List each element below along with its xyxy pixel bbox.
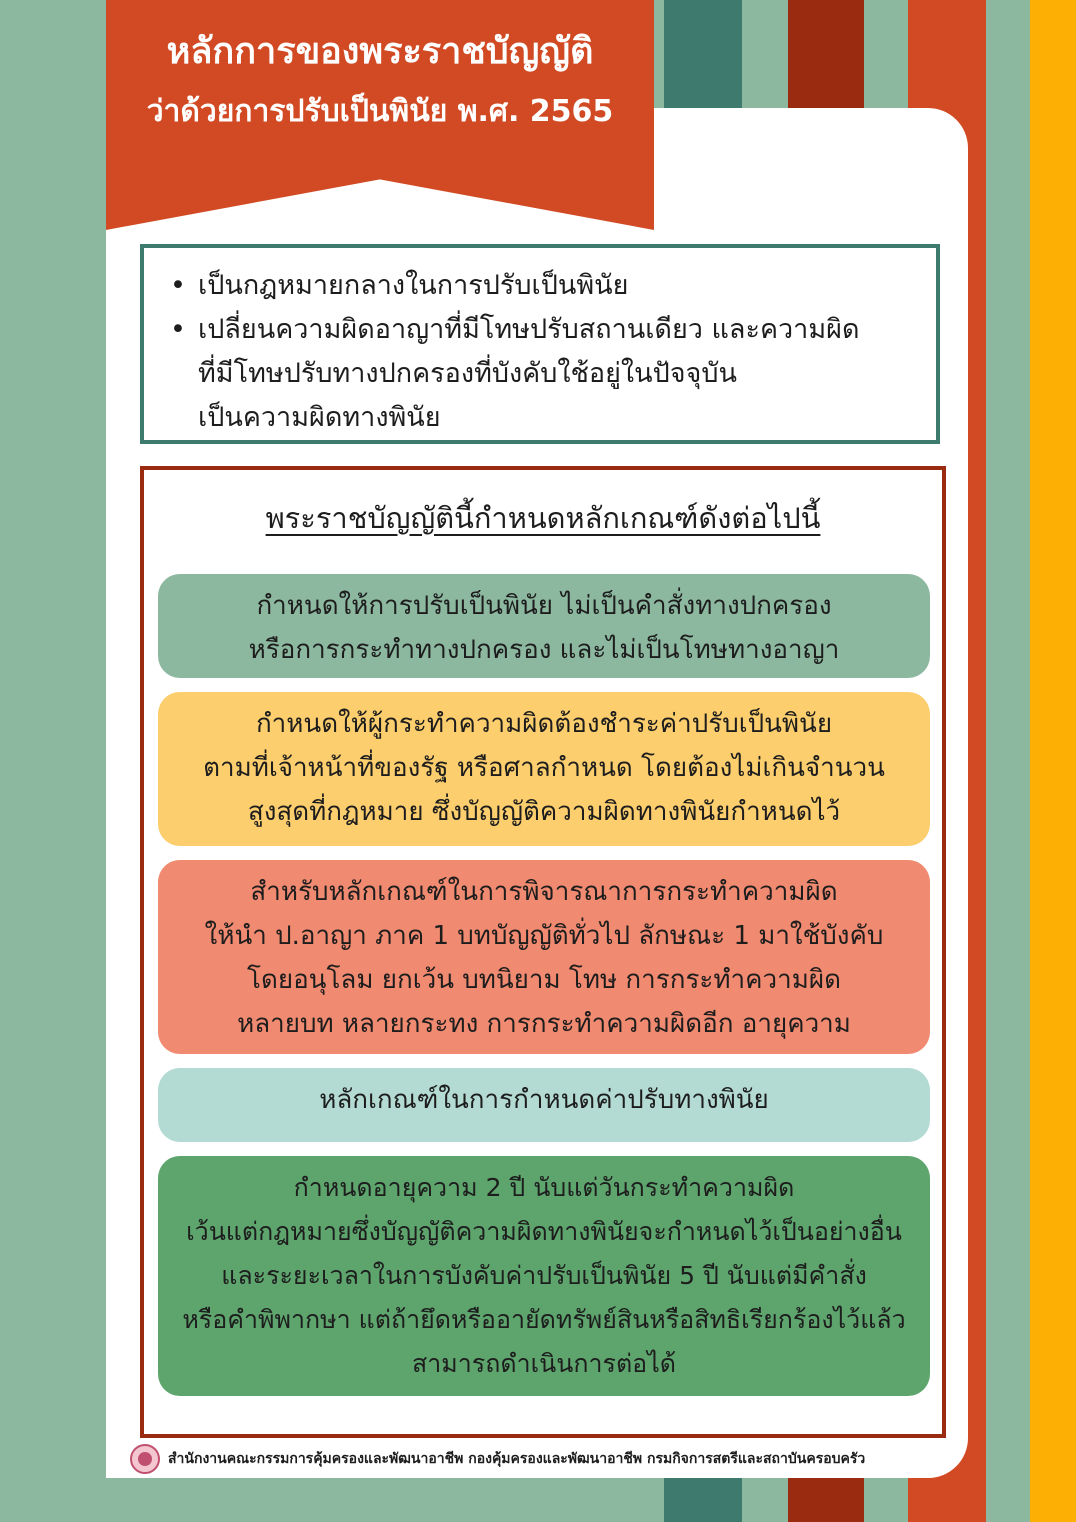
agency-logo-icon bbox=[130, 1444, 160, 1474]
principle-line: เว้นแต่กฎหมายซึ่งบัญญัติความผิดทางพินัยจะกำหนดไว้เป็นอย่างอื่น bbox=[186, 1217, 902, 1246]
principle-line: หรือการกระทำทางปกครอง และไม่เป็นโทษทางอาญา bbox=[248, 635, 840, 665]
principle-card-4 bbox=[158, 1068, 930, 1142]
bullet-icon: • bbox=[170, 314, 186, 345]
summary-box bbox=[140, 244, 940, 444]
footer bbox=[130, 1442, 960, 1476]
principle-line: โดยอนุโลม ยกเว้น บทนิยาม โทษ การกระทำความผิด bbox=[246, 965, 841, 995]
summary-list bbox=[166, 264, 916, 440]
principle-card-1 bbox=[158, 574, 930, 678]
stripe-yellow bbox=[1030, 0, 1076, 1522]
principle-line: ตามที่เจ้าหน้าที่ของรัฐ หรือศาลกำหนด โดยต้องไม่เกินจำนวน bbox=[203, 753, 885, 783]
principle-line: กำหนดให้ผู้กระทำความผิดต้องชำระค่าปรับเป็นพินัย bbox=[255, 709, 833, 739]
footer-text: สำนักงานคณะกรรมการคุ้มครองและพัฒนาอาชีพ กองคุ้มครองและพัฒนาอาชีพ กรมกิจการสตรีและสถาบันครอบครัว bbox=[168, 1451, 866, 1467]
summary-line: เป็นกฎหมายกลางในการปรับเป็นพินัย bbox=[198, 270, 629, 301]
principle-line: หลักเกณฑ์ในการกำหนดค่าปรับทางพินัย bbox=[319, 1085, 769, 1115]
summary-item bbox=[166, 308, 916, 440]
principles-heading: พระราชบัญญัตินี้กำหนดหลักเกณฑ์ดังต่อไปนี้ bbox=[265, 501, 821, 535]
principle-card-5 bbox=[158, 1156, 930, 1396]
principle-line: หลายบท หลายกระทง การกระทำความผิดอีก อายุความ bbox=[237, 1009, 851, 1039]
principle-line: สูงสุดที่กฎหมาย ซึ่งบัญญัติความผิดทางพินัยกำหนดไว้ bbox=[247, 797, 841, 827]
bullet-icon: • bbox=[170, 270, 186, 301]
principle-line: สำหรับหลักเกณฑ์ในการพิจารณาการกระทำความผิด bbox=[250, 877, 838, 907]
summary-line: เปลี่ยนความผิดอาญาที่มีโทษปรับสถานเดียว และความผิด bbox=[198, 314, 860, 345]
principle-line: ให้นำ ป.อาญา ภาค 1 บทบัญญัติทั่วไป ลักษณะ 1 มาใช้บังคับ bbox=[204, 921, 884, 951]
page-subtitle: ว่าด้วยการปรับเป็นพินัย พ.ศ. 2565 bbox=[146, 94, 614, 129]
page-title: หลักการของพระราชบัญญัติ bbox=[166, 31, 594, 72]
summary-line: เป็นความผิดทางพินัย bbox=[198, 402, 441, 433]
principle-line: หรือคำพิพากษา แต่ถ้ายึดหรืออายัดทรัพย์สินหรือสิทธิเรียกร้องไว้แล้ว bbox=[182, 1305, 906, 1334]
principle-line: กำหนดอายุความ 2 ปี นับแต่วันกระทำความผิด bbox=[293, 1173, 795, 1202]
principle-card-3 bbox=[158, 860, 930, 1054]
principle-line: กำหนดให้การปรับเป็นพินัย ไม่เป็นคำสั่งทางปกครอง bbox=[256, 591, 832, 621]
principles-box bbox=[140, 466, 946, 1438]
principle-line: และระยะเวลาในการบังคับค่าปรับเป็นพินัย 5 ปี นับแต่มีคำสั่ง bbox=[221, 1261, 867, 1290]
principle-card-2 bbox=[158, 692, 930, 846]
summary-item bbox=[166, 264, 916, 308]
summary-line: ที่มีโทษปรับทางปกครองที่บังคับใช้อยู่ในปัจจุบัน bbox=[198, 358, 737, 389]
principle-line: สามารถดำเนินการต่อได้ bbox=[411, 1349, 677, 1378]
